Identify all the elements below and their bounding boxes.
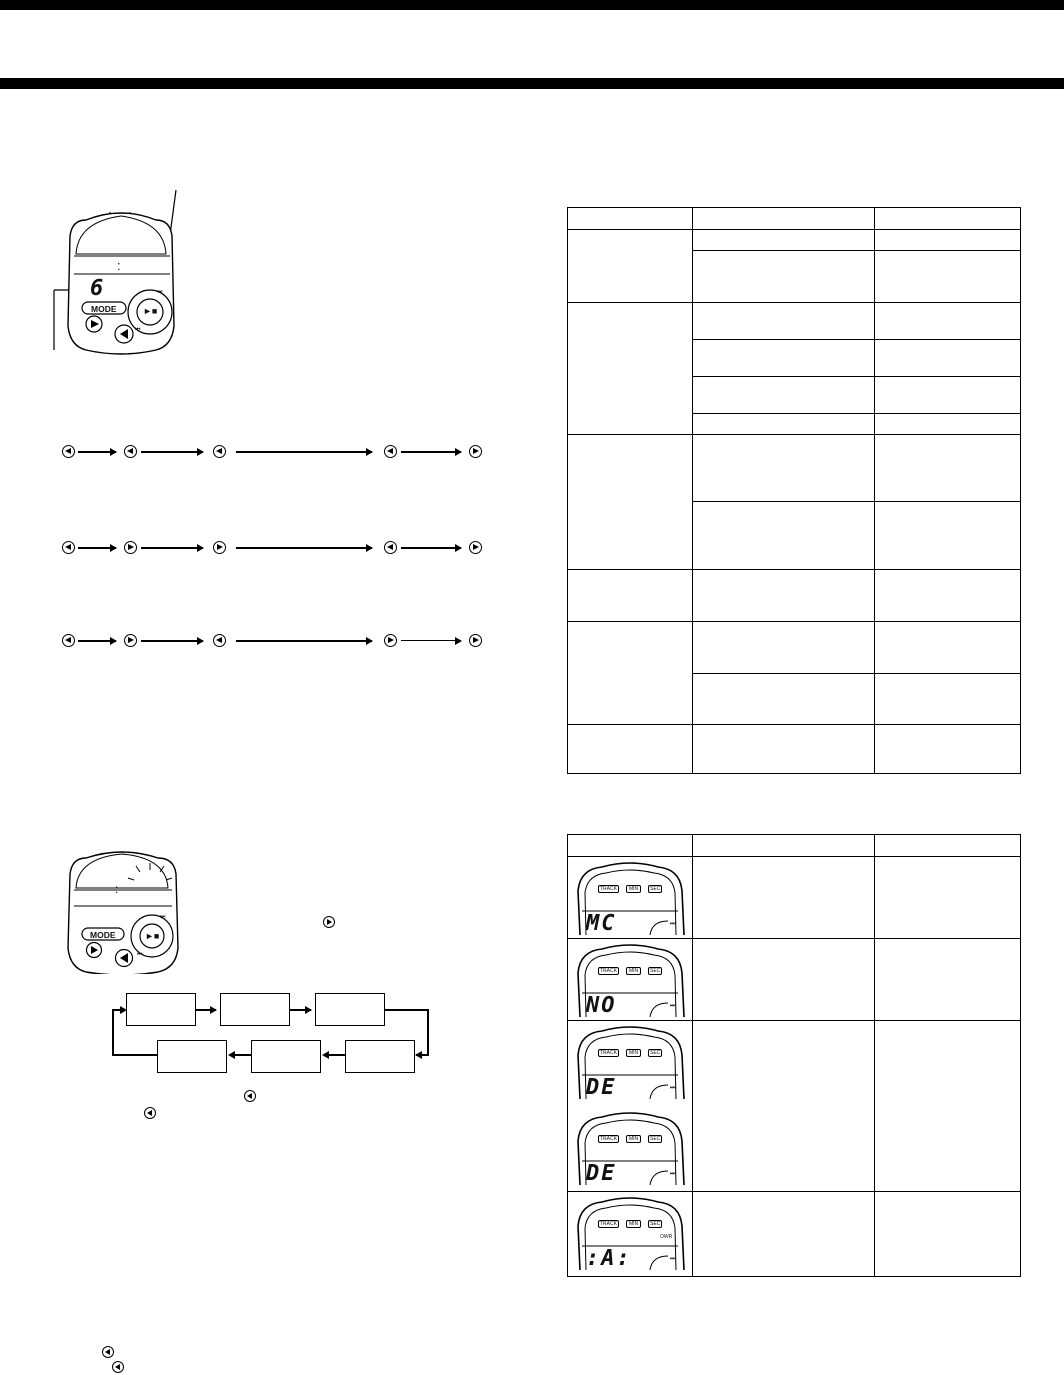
- table-one: [567, 207, 1021, 774]
- table-cell: [693, 377, 875, 414]
- right-button-icon: [384, 634, 397, 647]
- sec-badge: SEC: [650, 886, 661, 892]
- min-badge: MIN: [626, 1220, 641, 1228]
- flow-box: [315, 993, 385, 1026]
- table-cell: [693, 303, 875, 340]
- skip-forward-icon: ⏭: [670, 1256, 676, 1262]
- watch-colon: :: [117, 258, 121, 273]
- table-header-cell: [693, 208, 875, 230]
- table-cell: [568, 569, 693, 621]
- table-cell: [693, 724, 875, 773]
- left-button-icon: [124, 445, 137, 458]
- left-button-icon: [384, 445, 397, 458]
- skip-forward-icon: ⏭: [157, 289, 163, 295]
- arrow-icon: [196, 1009, 216, 1011]
- table-cell: [875, 569, 1021, 621]
- table-cell: [693, 857, 875, 939]
- table-cell: [875, 857, 1021, 939]
- table-cell: [875, 303, 1021, 340]
- arrow-icon: [78, 640, 116, 642]
- button-sequence-2: [58, 541, 488, 559]
- min-badge: MIN: [626, 967, 641, 975]
- arrowhead-icon: [120, 1006, 127, 1014]
- arrow-icon: [78, 547, 116, 549]
- table-cell: [568, 303, 693, 435]
- arrowhead-icon: [228, 1051, 235, 1059]
- table-cell: [568, 230, 693, 303]
- table-cell: [568, 724, 693, 773]
- min-badge: MIN: [626, 1049, 641, 1057]
- arrowhead-icon: [415, 1051, 422, 1059]
- skip-forward-icon: ⏭: [670, 921, 676, 927]
- table-header-cell: [875, 835, 1021, 857]
- table-cell: [693, 502, 875, 569]
- sec-badge: SEC: [650, 968, 661, 974]
- table-cell: [875, 502, 1021, 569]
- connector-line: [427, 1009, 429, 1056]
- lcd-thumbnail: [572, 1025, 688, 1099]
- arrow-icon: [141, 451, 203, 453]
- left-button-icon: [62, 541, 75, 554]
- flow-box: [251, 1040, 321, 1073]
- min-badge: MIN: [626, 1135, 641, 1143]
- watch-illustration-top: [46, 186, 196, 356]
- skip-forward-icon: ⏭: [670, 1085, 676, 1091]
- table-cell: [875, 621, 1021, 673]
- table-cell: [875, 724, 1021, 773]
- left-button-icon: [213, 445, 226, 458]
- lcd-text: DE: [586, 1161, 617, 1185]
- left-button-icon: [244, 1090, 256, 1102]
- table-header-cell: [568, 835, 693, 857]
- top-rule: [0, 0, 1064, 10]
- table-header-cell: [568, 208, 693, 230]
- mode-button-label: MODE: [91, 304, 117, 314]
- flow-box: [157, 1040, 227, 1073]
- table-cell: [693, 340, 875, 377]
- arrowhead-icon: [322, 1051, 329, 1059]
- right-button-icon: [124, 634, 137, 647]
- left-button-icon: [213, 634, 226, 647]
- connector-line: [385, 1009, 429, 1011]
- skip-back-icon: ⏮: [135, 327, 141, 333]
- button-sequence-3: [58, 634, 488, 652]
- min-badge: MIN: [626, 885, 641, 893]
- table-cell-lcd: [568, 939, 693, 1021]
- lcd-text: :A:: [586, 1246, 632, 1270]
- lcd-text: MC: [586, 911, 617, 935]
- table-cell-lcd: [568, 857, 693, 939]
- table-cell: [568, 435, 693, 569]
- table-cell: [693, 569, 875, 621]
- right-button-icon: [323, 916, 335, 928]
- table-cell: [693, 939, 875, 1021]
- left-button-icon: [384, 541, 397, 554]
- play-stop-icon: ►■: [143, 306, 158, 316]
- arrow-icon: [141, 547, 203, 549]
- skip-forward-icon: ⏭: [670, 1003, 676, 1009]
- arrow-icon: [78, 451, 116, 453]
- table-cell: [693, 1192, 875, 1277]
- table-cell: [875, 230, 1021, 251]
- flow-box: [126, 993, 196, 1026]
- table-cell: [875, 1021, 1021, 1192]
- lcd-text: DE: [586, 1075, 617, 1099]
- table-cell-lcd: [568, 1192, 693, 1277]
- arrow-icon: [236, 451, 372, 453]
- lcd-thumbnail: [572, 943, 688, 1017]
- sec-badge: SEC: [650, 1136, 661, 1142]
- right-button-icon: [469, 541, 482, 554]
- connector-line: [112, 1009, 114, 1056]
- arrow-icon: [401, 547, 461, 549]
- track-badge: TRACK: [600, 1136, 617, 1142]
- table-cell: [693, 1021, 875, 1192]
- table-cell: [693, 230, 875, 251]
- table-cell: [875, 340, 1021, 377]
- table-cell-lcd: [568, 1021, 693, 1192]
- table-header-cell: [693, 835, 875, 857]
- skip-forward-icon: ⏭: [670, 1171, 676, 1177]
- arrow-icon: [290, 1009, 311, 1011]
- skip-back-icon: ⏮: [137, 952, 143, 958]
- lcd-thumbnail: [572, 861, 688, 935]
- left-button-icon: [112, 1361, 124, 1373]
- header-rule: [0, 78, 1064, 89]
- table-cell: [693, 414, 875, 435]
- table-cell: [875, 377, 1021, 414]
- lcd-thumbnail: [572, 1111, 688, 1185]
- table-cell: [693, 251, 875, 303]
- table-cell: [568, 621, 693, 724]
- table-cell: [875, 414, 1021, 435]
- overwrite-badge: OWR: [660, 1234, 673, 1240]
- right-button-icon: [124, 541, 137, 554]
- sec-badge: SEC: [650, 1050, 661, 1056]
- watch-lcd-digit: 6: [90, 276, 104, 301]
- table-cell: [693, 621, 875, 673]
- table-two: [567, 834, 1021, 1277]
- right-button-icon: [469, 445, 482, 458]
- track-badge: TRACK: [600, 886, 617, 892]
- lcd-thumbnail: [572, 1196, 688, 1270]
- arrow-icon: [236, 547, 372, 549]
- right-button-icon: [213, 541, 226, 554]
- flow-box: [220, 993, 290, 1026]
- mode-button-label: MODE: [90, 930, 116, 940]
- left-button-icon: [62, 445, 75, 458]
- table-cell: [875, 673, 1021, 724]
- button-sequence-1: [58, 445, 488, 463]
- table-cell: [875, 435, 1021, 502]
- track-badge: TRACK: [600, 1221, 617, 1227]
- play-stop-icon: ►■: [145, 931, 160, 941]
- connector-line: [328, 1054, 345, 1056]
- sec-badge: SEC: [650, 1221, 661, 1227]
- connector-line: [112, 1054, 157, 1056]
- left-button-icon: [62, 634, 75, 647]
- connector-line: [234, 1054, 251, 1056]
- table-cell: [875, 939, 1021, 1021]
- table-cell: [693, 673, 875, 724]
- table-cell: [693, 435, 875, 502]
- left-button-icon: [102, 1346, 114, 1358]
- table-cell: [875, 1192, 1021, 1277]
- right-button-icon: [469, 634, 482, 647]
- lcd-text: NO: [586, 993, 617, 1017]
- skip-forward-icon: ⏭: [160, 914, 166, 920]
- watch-illustration-bottom: [62, 844, 192, 974]
- watch-colon: :: [115, 882, 119, 896]
- flow-box: [345, 1040, 415, 1073]
- left-button-icon: [144, 1107, 156, 1119]
- table-cell: [875, 251, 1021, 303]
- arrow-icon: [401, 640, 461, 641]
- arrow-icon: [401, 451, 461, 453]
- arrow-icon: [236, 640, 372, 642]
- table-header-cell: [875, 208, 1021, 230]
- track-badge: TRACK: [600, 968, 617, 974]
- arrow-icon: [141, 640, 203, 642]
- track-badge: TRACK: [600, 1050, 617, 1056]
